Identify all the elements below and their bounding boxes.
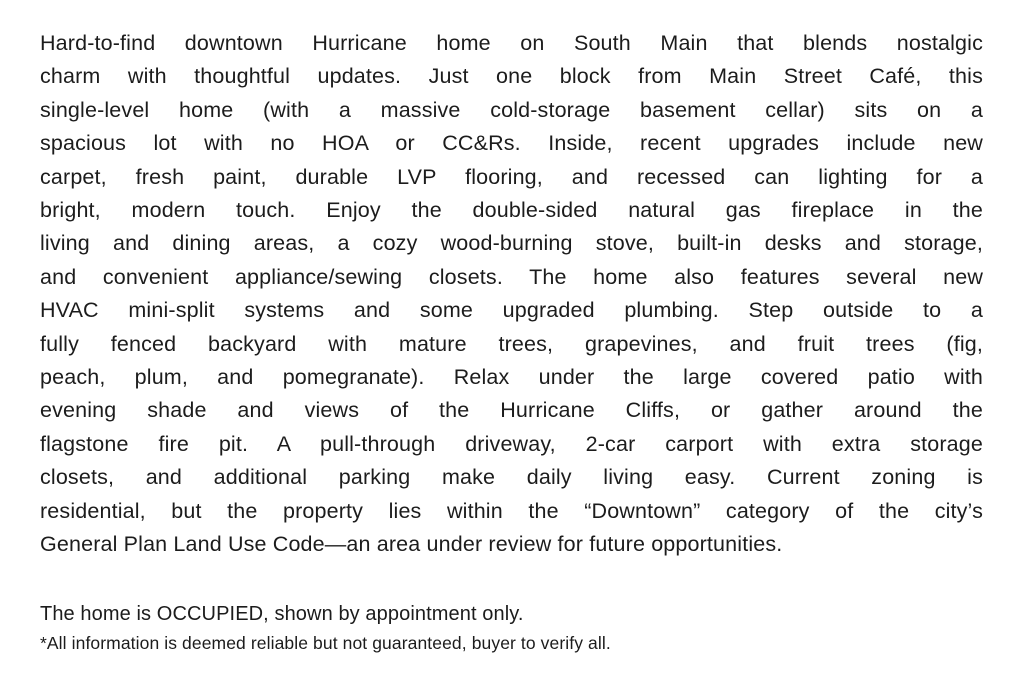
property-description-paragraph (40, 27, 983, 562)
disclaimer-note: *All information is deemed reliable but not guaranteed, buyer to verify all. (40, 632, 611, 653)
description-line: General Plan Land Use Code—an area under review for future opportunities. (40, 532, 783, 557)
description-line: charm with thoughtful updates. Just one block from Main Street Café, this (40, 64, 983, 89)
description-line: spacious lot with no HOA or CC&Rs. Inside, recent upgrades include new (40, 131, 983, 156)
description-line: single-level home (with a massive cold-storage basement cellar) sits on a (40, 97, 983, 122)
description-line: Hard-to-find downtown Hurricane home on South Main that blends nostalgic (40, 31, 983, 55)
description-line: and convenient appliance/sewing closets. The home also features several new (40, 264, 983, 289)
description-line: flagstone fire pit. A pull-through driveway, 2-car carport with extra storage (40, 431, 983, 456)
description-line: evening shade and views of the Hurricane Cliffs, or gather around the (40, 398, 983, 423)
description-line: fully fenced backyard with mature trees, grapevines, and fruit trees (fig, (40, 331, 983, 356)
description-line: closets, and additional parking make daily living easy. Current zoning is (40, 465, 983, 490)
description-line: carpet, fresh paint, durable LVP flooring, and recessed can lighting for a (40, 164, 983, 189)
description-line: HVAC mini-split systems and some upgraded plumbing. Step outside to a (40, 298, 983, 323)
occupied-note: The home is OCCUPIED, shown by appointment only. (40, 602, 524, 625)
description-line: bright, modern touch. Enjoy the double-sided natural gas fireplace in the (40, 198, 983, 223)
listing-footer-notes (40, 601, 983, 655)
description-line: living and dining areas, a cozy wood-burning stove, built-in desks and storage, (40, 231, 983, 256)
description-line: peach, plum, and pomegranate). Relax under the large covered patio with (40, 365, 983, 390)
description-line: residential, but the property lies within the “Downtown” category of the city’s (40, 498, 983, 523)
